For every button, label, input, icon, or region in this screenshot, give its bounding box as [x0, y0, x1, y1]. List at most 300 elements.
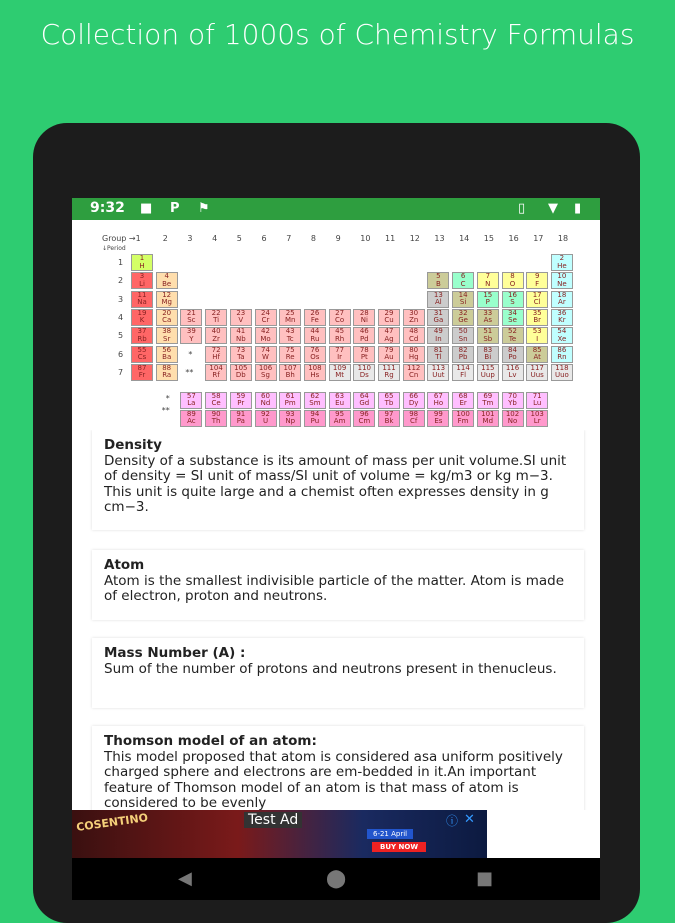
element-symbol: Ge [458, 316, 468, 325]
atomic-number: 24 [261, 308, 270, 317]
card-title: Thomson model of an atom: [104, 733, 317, 749]
element-cell[interactable] [205, 309, 227, 326]
element-symbol: Nb [235, 334, 246, 343]
element-symbol: Fm [457, 417, 469, 426]
element-cell[interactable] [205, 346, 227, 363]
period-number: 2 [118, 276, 124, 286]
recents-icon[interactable]: ■ [476, 868, 494, 889]
element-cell[interactable] [452, 327, 474, 344]
element-cell[interactable] [131, 291, 153, 308]
atomic-number: 69 [483, 391, 493, 400]
element-cell[interactable] [205, 410, 227, 427]
card-title: Density [104, 437, 162, 453]
home-icon[interactable]: ⬤ [326, 868, 347, 889]
element-cell[interactable] [180, 410, 202, 427]
element-cell[interactable] [502, 272, 524, 289]
ad-close-icon[interactable]: ✕ [464, 812, 475, 827]
atomic-number: 42 [261, 327, 270, 336]
atomic-number: 30 [409, 308, 419, 317]
element-cell[interactable] [353, 309, 375, 326]
atomic-number: 89 [186, 409, 196, 418]
atomic-number: 64 [359, 391, 369, 400]
element-cell[interactable] [156, 291, 178, 308]
element-cell[interactable] [304, 392, 326, 409]
element-cell[interactable] [329, 309, 351, 326]
element-cell[interactable] [452, 392, 474, 409]
element-symbol: Ne [557, 279, 567, 288]
formula-card[interactable] [92, 550, 584, 620]
status-time: 9:32 [90, 200, 125, 216]
element-symbol: Bi [484, 353, 492, 361]
element-symbol: Ds [359, 371, 369, 380]
element-cell[interactable] [131, 346, 153, 363]
atomic-number: 109 [332, 363, 347, 372]
atomic-number: 1 [139, 254, 145, 262]
element-cell[interactable] [131, 327, 153, 344]
element-cell[interactable] [526, 364, 548, 381]
atomic-number: 96 [359, 409, 369, 418]
atomic-number: 94 [310, 409, 320, 418]
atomic-number: 4 [164, 272, 169, 281]
period-number: 3 [118, 294, 124, 304]
element-symbol: Ho [433, 399, 444, 408]
element-cell[interactable] [304, 327, 326, 344]
element-cell[interactable] [452, 309, 474, 326]
atomic-number: 19 [137, 308, 147, 317]
element-symbol: Fl [460, 371, 467, 380]
element-cell[interactable] [279, 327, 301, 344]
element-cell[interactable] [427, 327, 449, 344]
atomic-number: 13 [433, 290, 443, 299]
element-cell[interactable] [180, 392, 202, 409]
element-cell[interactable] [255, 410, 277, 427]
element-cell[interactable] [551, 327, 573, 344]
element-cell[interactable] [230, 309, 252, 326]
element-cell[interactable] [156, 327, 178, 344]
element-symbol: Ti [213, 316, 220, 325]
element-symbol: Ce [211, 399, 221, 408]
element-symbol: Pb [458, 353, 468, 361]
element-cell[interactable] [526, 392, 548, 409]
atomic-number: 36 [557, 308, 567, 317]
card-title: Mass Number (A) : [104, 645, 246, 661]
group-number: 16 [508, 234, 519, 243]
headline: Collection of 1000s of Chemistry Formulas [40, 18, 635, 51]
atomic-number: 32 [458, 308, 468, 317]
element-cell[interactable] [230, 346, 252, 363]
element-cell[interactable] [452, 410, 474, 427]
element-cell[interactable] [329, 364, 351, 381]
formula-card[interactable] [92, 430, 584, 530]
element-cell[interactable] [378, 346, 400, 363]
element-cell[interactable] [427, 291, 449, 308]
element-cell[interactable] [378, 309, 400, 326]
element-cell[interactable] [551, 254, 573, 271]
atomic-number: 95 [335, 409, 345, 418]
element-cell[interactable] [353, 410, 375, 427]
element-cell[interactable] [279, 410, 301, 427]
element-cell[interactable] [329, 327, 351, 344]
element-cell[interactable] [403, 410, 425, 427]
element-cell[interactable] [205, 392, 227, 409]
element-symbol: Cs [137, 353, 147, 361]
element-symbol: Mg [161, 298, 172, 307]
card-title: Atom [104, 557, 145, 573]
atomic-number: 43 [285, 327, 295, 336]
group-number: 17 [533, 234, 544, 243]
element-symbol: O [509, 279, 516, 288]
element-symbol: Cr [261, 316, 270, 325]
atomic-number: 92 [261, 409, 270, 418]
element-cell[interactable] [403, 392, 425, 409]
element-cell[interactable] [427, 309, 449, 326]
element-cell[interactable] [255, 309, 277, 326]
element-cell[interactable] [180, 327, 202, 344]
element-cell[interactable] [329, 346, 351, 363]
atomic-number: 12 [162, 290, 172, 299]
element-cell[interactable] [230, 327, 252, 344]
element-cell[interactable] [378, 392, 400, 409]
element-cell[interactable] [131, 254, 153, 271]
atomic-number: 102 [505, 409, 520, 418]
element-symbol: Cu [384, 316, 394, 325]
element-cell[interactable] [403, 346, 425, 363]
element-cell[interactable] [353, 346, 375, 363]
atomic-number: 80 [409, 345, 419, 354]
element-cell[interactable] [353, 327, 375, 344]
element-cell[interactable] [279, 364, 301, 381]
element-symbol: Rh [334, 334, 345, 343]
atomic-number: 27 [335, 308, 345, 317]
group-number: 2 [162, 234, 168, 243]
group-number: 9 [335, 234, 341, 243]
element-cell[interactable] [329, 392, 351, 409]
formula-card[interactable] [92, 726, 584, 810]
element-cell[interactable] [156, 346, 178, 363]
element-symbol: I [536, 334, 539, 343]
element-cell[interactable] [378, 410, 400, 427]
element-symbol: Cn [409, 371, 419, 380]
element-cell[interactable] [329, 410, 351, 427]
element-cell[interactable] [304, 364, 326, 381]
atomic-number: 53 [532, 327, 542, 336]
element-symbol: Bk [384, 417, 394, 426]
element-cell[interactable] [526, 410, 548, 427]
element-cell[interactable] [279, 309, 301, 326]
element-cell[interactable] [378, 327, 400, 344]
atomic-number: 65 [384, 391, 394, 400]
element-symbol: Co [335, 316, 345, 325]
element-symbol: Tm [482, 399, 494, 408]
element-cell[interactable] [353, 364, 375, 381]
atomic-number: 38 [162, 327, 172, 336]
element-cell[interactable] [156, 272, 178, 289]
element-cell[interactable] [477, 346, 499, 363]
app-p-icon: P [170, 201, 180, 216]
test-ad-label: Test Ad [244, 812, 302, 828]
element-cell[interactable] [452, 346, 474, 363]
element-symbol: Rg [384, 371, 394, 380]
element-cell[interactable] [255, 364, 277, 381]
element-symbol: La [187, 399, 196, 408]
atomic-number: 6 [460, 272, 466, 281]
element-cell[interactable] [427, 346, 449, 363]
element-cell[interactable] [427, 392, 449, 409]
element-cell[interactable] [230, 410, 252, 427]
atomic-number: 66 [409, 391, 419, 400]
card-body: This model proposed that atom is considered asa uniform positively charged sphere and electrons are em-bedded in it.An important feature of Thomson model of an atom is that mass of atom is considered to be evenly [104, 748, 563, 810]
element-cell[interactable] [378, 364, 400, 381]
element-cell[interactable] [526, 291, 548, 308]
atomic-number: 67 [433, 391, 443, 400]
atomic-number: 15 [483, 290, 493, 299]
element-symbol: He [557, 261, 567, 270]
element-cell[interactable] [304, 309, 326, 326]
atomic-number: 116 [505, 363, 520, 372]
atomic-number: 101 [481, 409, 495, 418]
element-cell[interactable] [477, 309, 499, 326]
atomic-number: 59 [236, 391, 246, 400]
element-cell[interactable] [255, 392, 277, 409]
element-symbol: Si [459, 298, 467, 307]
element-cell[interactable] [526, 327, 548, 344]
element-cell[interactable] [255, 346, 277, 363]
element-cell[interactable] [304, 410, 326, 427]
element-symbol: K [139, 316, 145, 325]
element-cell[interactable] [477, 272, 499, 289]
element-symbol: Sg [261, 371, 270, 380]
element-symbol: Hf [212, 353, 220, 361]
element-symbol: Lr [533, 417, 541, 426]
element-cell[interactable] [403, 364, 425, 381]
ad-banner[interactable] [72, 810, 487, 858]
atomic-number: 21 [186, 308, 196, 317]
element-symbol: No [507, 417, 518, 426]
element-symbol: Db [235, 371, 246, 380]
atomic-number: 18 [557, 290, 567, 299]
element-symbol: Gd [359, 399, 370, 408]
atomic-number: 77 [335, 345, 345, 354]
navigation-bar [72, 858, 600, 900]
atomic-number: 49 [433, 327, 443, 336]
element-symbol: Al [435, 298, 442, 307]
group-label: Group →1 [102, 234, 141, 243]
element-cell[interactable] [427, 410, 449, 427]
group-number: 13 [434, 234, 445, 243]
periodic-table [72, 220, 600, 430]
element-cell[interactable] [279, 392, 301, 409]
element-cell[interactable] [477, 291, 499, 308]
period-number: 4 [118, 312, 124, 322]
element-symbol: Br [533, 316, 542, 325]
element-cell[interactable] [477, 392, 499, 409]
atomic-number: 55 [137, 345, 147, 354]
period-number: 5 [118, 331, 124, 341]
ad-buy-now-button[interactable]: BUY NOW [372, 842, 426, 852]
element-cell[interactable] [452, 291, 474, 308]
element-cell[interactable] [551, 364, 573, 381]
atomic-number: 34 [508, 308, 517, 317]
element-symbol: Ir [337, 353, 343, 361]
status-bar [72, 198, 600, 220]
atomic-number: 20 [162, 308, 172, 317]
atomic-number: 31 [433, 308, 443, 317]
atomic-number: 52 [508, 327, 517, 336]
group-number: 18 [557, 234, 569, 243]
element-symbol: Rn [557, 353, 567, 361]
atomic-number: 72 [211, 345, 221, 354]
element-cell[interactable] [502, 327, 524, 344]
element-cell[interactable] [477, 364, 499, 381]
atomic-number: 28 [359, 308, 369, 317]
element-cell[interactable] [502, 364, 524, 381]
atomic-number: 47 [384, 327, 394, 336]
group-number: 7 [286, 234, 292, 243]
group-number: 15 [483, 234, 494, 243]
element-cell[interactable] [230, 364, 252, 381]
atomic-number: 44 [310, 327, 320, 336]
atomic-number: 86 [557, 345, 567, 354]
atomic-number: 73 [236, 345, 246, 354]
group-number: 6 [261, 234, 267, 243]
element-cell[interactable] [353, 392, 375, 409]
element-symbol: Ac [187, 417, 196, 426]
atomic-number: 82 [458, 345, 468, 354]
element-cell[interactable] [427, 272, 449, 289]
element-symbol: Cl [533, 298, 541, 307]
formula-card[interactable] [92, 638, 584, 708]
element-cell[interactable] [526, 272, 548, 289]
element-cell[interactable] [526, 309, 548, 326]
element-cell[interactable] [156, 364, 178, 381]
element-symbol: Pu [310, 417, 320, 426]
element-cell[interactable] [452, 364, 474, 381]
element-cell[interactable] [427, 364, 449, 381]
atomic-number: 40 [211, 327, 221, 336]
element-symbol: Lu [533, 399, 542, 408]
element-cell[interactable] [526, 346, 548, 363]
atomic-number: 45 [335, 327, 345, 336]
element-symbol: Lv [508, 371, 517, 380]
atomic-number: 37 [137, 327, 147, 336]
element-cell[interactable] [551, 291, 573, 308]
element-cell[interactable] [477, 410, 499, 427]
lanthanide-marker: * [188, 349, 193, 359]
element-symbol: Fr [138, 371, 146, 380]
element-cell[interactable] [551, 309, 573, 326]
element-cell[interactable] [131, 364, 153, 381]
period-number: 1 [118, 258, 124, 267]
element-symbol: Zn [409, 316, 419, 325]
flag-icon: ⚑ [198, 201, 210, 216]
element-cell[interactable] [205, 327, 227, 344]
element-symbol: Sb [483, 334, 493, 343]
element-cell[interactable] [255, 327, 277, 344]
back-icon[interactable]: ◀ [178, 868, 192, 889]
group-number: 3 [187, 234, 193, 243]
atomic-number: 117 [530, 363, 544, 372]
element-symbol: Ga [433, 316, 444, 325]
element-cell[interactable] [551, 346, 573, 363]
element-cell[interactable] [502, 410, 524, 427]
atomic-number: 115 [481, 363, 495, 372]
atomic-number: 74 [261, 345, 270, 354]
atomic-number: 98 [409, 409, 419, 418]
atomic-number: 58 [211, 391, 221, 400]
element-cell[interactable] [502, 392, 524, 409]
actinide-marker: ** [185, 367, 194, 377]
element-cell[interactable] [279, 346, 301, 363]
atomic-number: 93 [285, 409, 295, 418]
element-cell[interactable] [131, 309, 153, 326]
atomic-number: 111 [382, 363, 396, 372]
element-cell[interactable] [551, 272, 573, 289]
element-cell[interactable] [502, 309, 524, 326]
element-symbol: Sm [309, 399, 321, 408]
element-symbol: Es [434, 417, 443, 426]
atomic-number: 26 [310, 308, 320, 317]
element-symbol: Na [137, 298, 147, 307]
element-symbol: Mn [284, 316, 296, 325]
element-cell[interactable] [131, 272, 153, 289]
element-symbol: S [510, 298, 515, 307]
element-symbol: Te [508, 334, 517, 343]
element-cell[interactable] [502, 346, 524, 363]
element-cell[interactable] [304, 346, 326, 363]
atomic-number: 25 [285, 308, 295, 317]
element-cell[interactable] [477, 327, 499, 344]
element-symbol: B [435, 279, 441, 288]
element-symbol: Re [285, 353, 295, 361]
element-cell[interactable] [452, 272, 474, 289]
atomic-number: 39 [186, 327, 196, 336]
element-symbol: Y [189, 334, 194, 343]
atomic-number: 83 [483, 345, 493, 354]
atomic-number: 84 [508, 345, 517, 354]
atomic-number: 50 [458, 327, 468, 336]
element-cell[interactable] [205, 364, 227, 381]
element-symbol: Fe [310, 316, 319, 325]
atomic-number: 3 [139, 272, 145, 281]
element-symbol: Pt [360, 353, 368, 361]
element-cell[interactable] [180, 309, 202, 326]
ad-info-icon[interactable]: ⓘ [446, 814, 459, 828]
atomic-number: 11 [137, 290, 147, 299]
element-cell[interactable] [230, 392, 252, 409]
atomic-number: 22 [211, 308, 221, 317]
element-symbol: Np [285, 417, 296, 426]
element-symbol: Ru [310, 334, 320, 343]
atomic-number: 16 [508, 290, 517, 299]
element-symbol: Mo [260, 334, 271, 343]
atomic-number: 7 [485, 272, 491, 281]
element-symbol: Tc [286, 334, 294, 343]
element-symbol: Yb [508, 399, 517, 408]
element-cell[interactable] [502, 291, 524, 308]
element-symbol: Uut [432, 371, 445, 380]
element-symbol: Os [310, 353, 320, 361]
element-symbol: Tb [384, 399, 394, 408]
element-cell[interactable] [403, 309, 425, 326]
element-symbol: Ca [162, 316, 172, 325]
element-symbol: Sc [187, 316, 196, 325]
atomic-number: 68 [458, 391, 468, 400]
atomic-number: 63 [335, 391, 345, 400]
element-cell[interactable] [403, 327, 425, 344]
atomic-number: 90 [211, 409, 221, 418]
actinide-marker: ** [161, 406, 170, 416]
element-cell[interactable] [156, 309, 178, 326]
